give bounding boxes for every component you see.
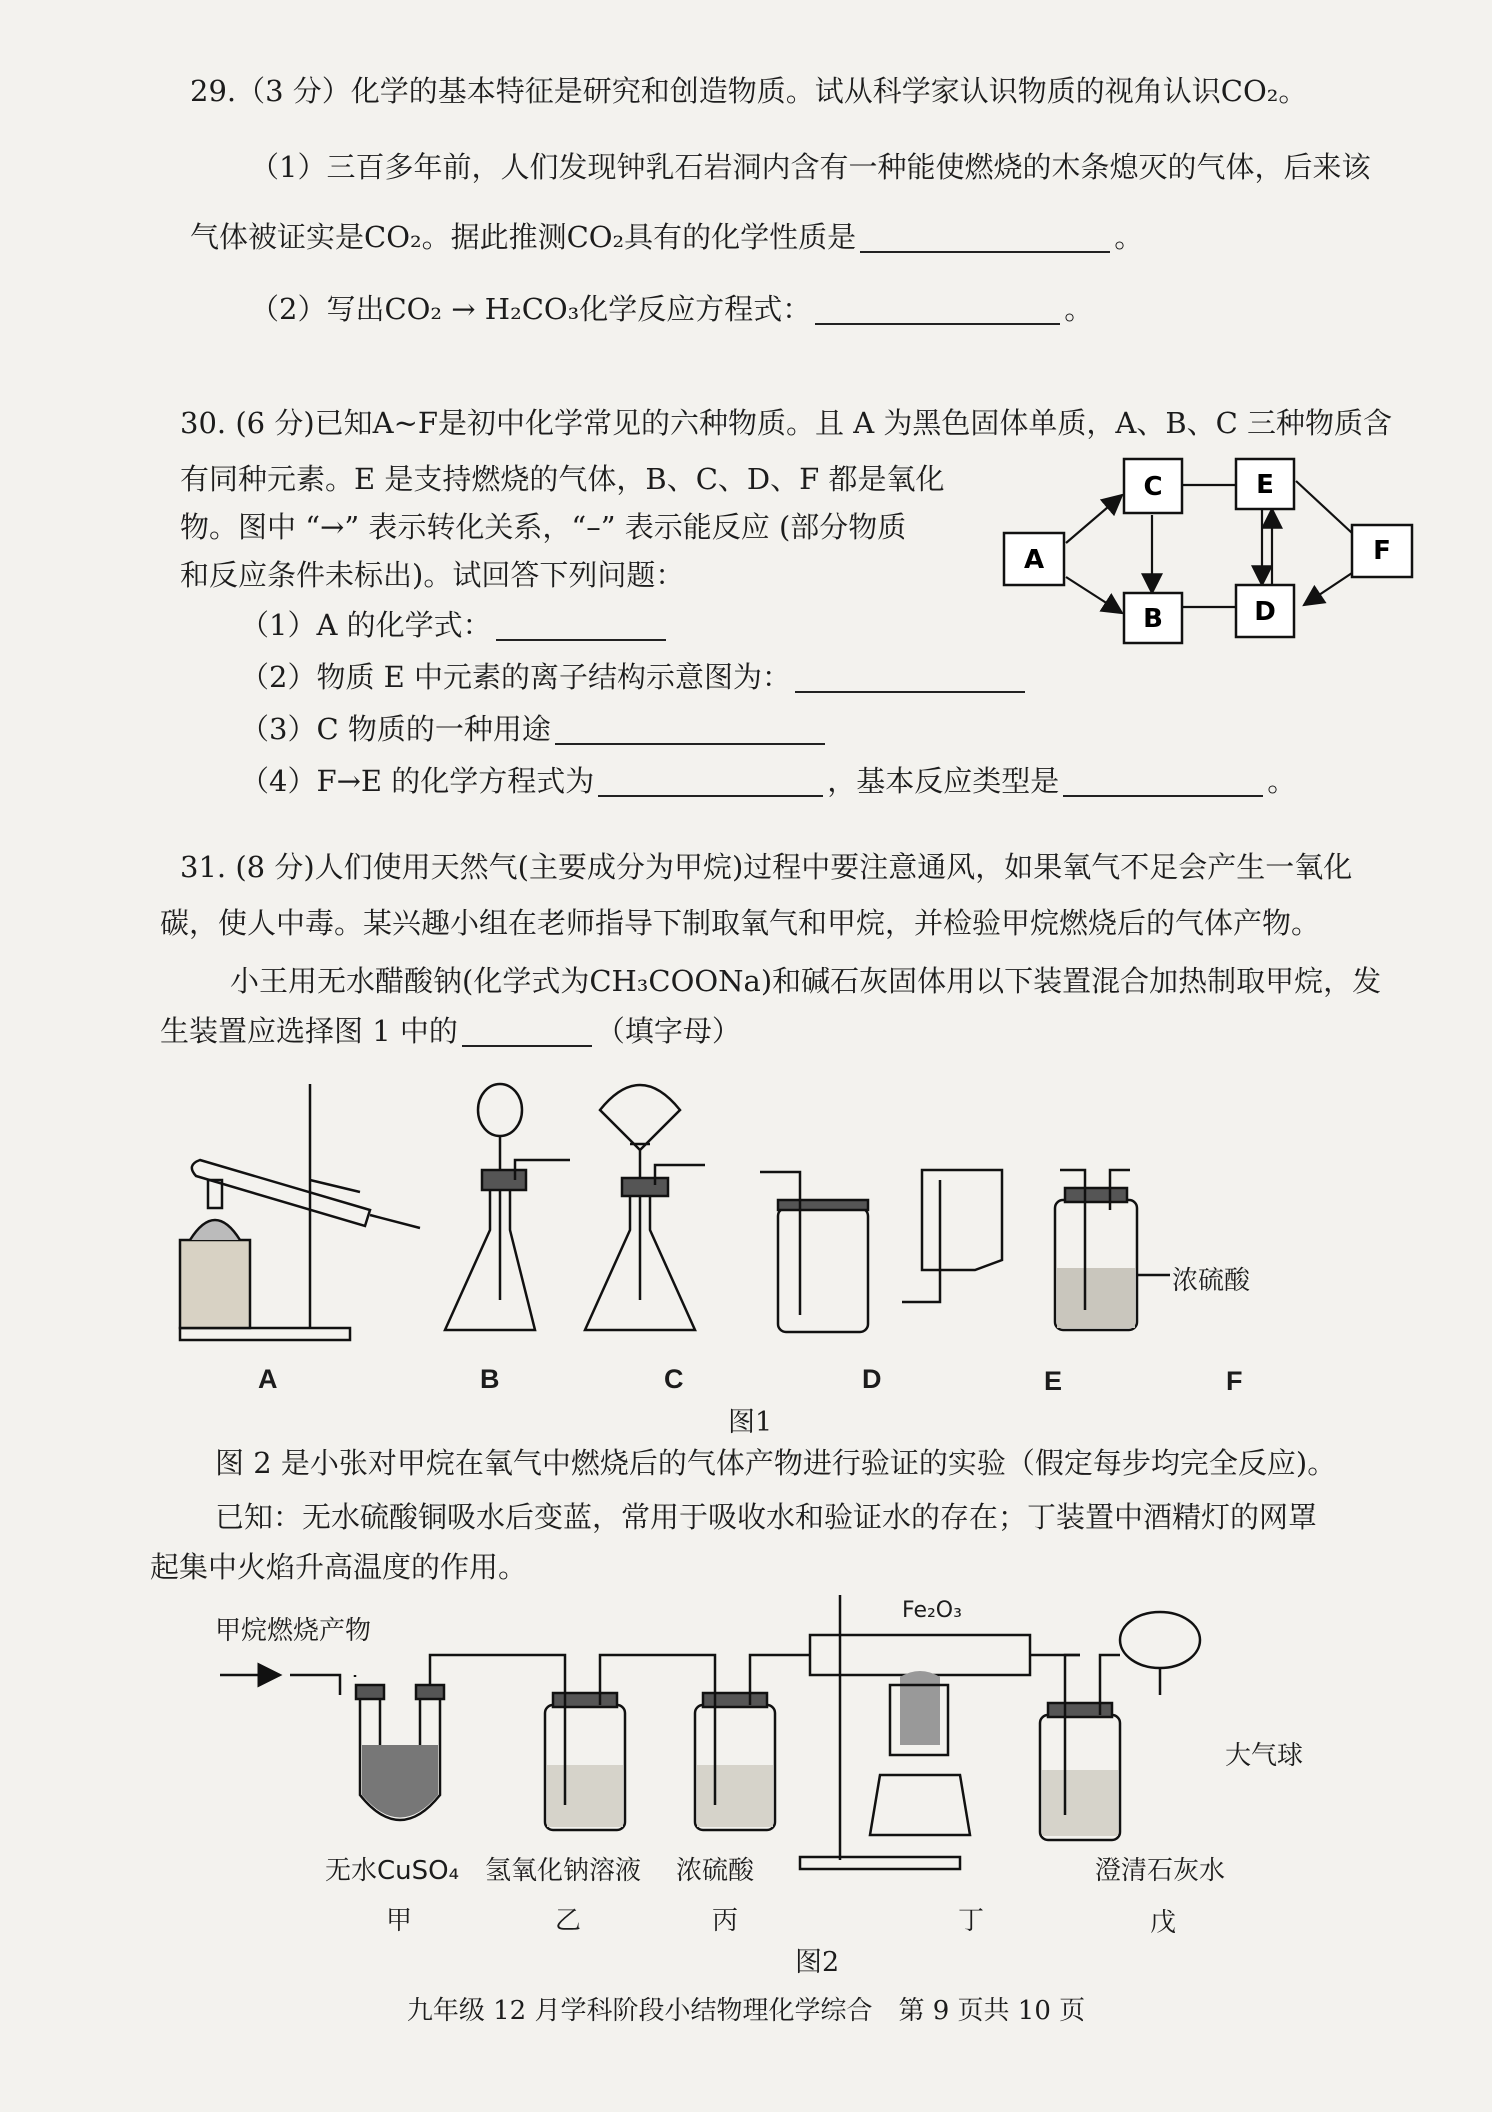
q30-sub4: （4）F→E 的化学方程式为 ，基本反应类型是 。 [240, 764, 1297, 798]
fig2-name-yi: 乙 [555, 1906, 582, 1936]
u-tube-jia [290, 1655, 520, 1820]
fig2-name-jia: 甲 [386, 1906, 413, 1936]
fig1-caption: 图1 [728, 1407, 773, 1438]
q30-line3: 物。图中 “→” 表示转化关系，“–” 表示能反应 (部分物质 [180, 510, 907, 544]
fig2-reagent-bing: 浓硫酸 [676, 1856, 755, 1886]
q29-stem: 29.（3 分）化学的基本特征是研究和创造物质。试从科学家认识物质的视角认识CO₂。 [190, 74, 1308, 108]
fig2-inlet-label: 甲烷燃烧产物 [215, 1616, 372, 1646]
node-d [1236, 585, 1294, 637]
fig2-name-bing: 丙 [712, 1906, 739, 1936]
q29-part2: （2）写出CO₂ → H₂CO₃化学反应方程式： 。 [250, 292, 1094, 326]
q29-answer-blank-1[interactable] [860, 223, 1110, 253]
q30-answer-blank-3[interactable] [555, 715, 825, 745]
svg-text:B: B [1143, 604, 1163, 634]
line-e-f [1296, 481, 1352, 533]
q30-sub1: （1）A 的化学式： [240, 606, 670, 644]
arrow-a-b [1066, 577, 1122, 613]
node-c [1124, 459, 1182, 513]
svg-text:A: A [1023, 545, 1045, 575]
fig1-letter-e: E [1044, 1366, 1063, 1396]
q31-para2: 图 2 是小张对甲烷在氧气中燃烧后的气体产物进行验证的实验（假定每步均完全反应)。 [215, 1446, 1337, 1480]
fig2-caption: 图2 [795, 1947, 840, 1978]
q29-part2-text: （2）写出CO₂ → H₂CO₃化学反应方程式： [250, 292, 812, 326]
balloon [1120, 1612, 1200, 1668]
bottle-yi [520, 1655, 670, 1830]
q30-answer-blank-5[interactable] [1063, 767, 1263, 797]
svg-text:D: D [1254, 597, 1276, 627]
arrow-f-d [1304, 573, 1352, 605]
q30-line2: 有同种元素。E 是支持燃烧的气体，B、C、D、F 都是氧化 [180, 462, 945, 496]
fig2-reagent-wu: 澄清石灰水 [1095, 1856, 1226, 1886]
q31-para4: 起集中火焰升高温度的作用。 [150, 1550, 528, 1584]
q30-answer-blank-2[interactable] [795, 663, 1025, 693]
fig1-f-reagent-label: 浓硫酸 [1172, 1266, 1251, 1296]
q31-line4: 生装置应选择图 1 中的 （填字母） [160, 1014, 741, 1048]
q31-line2: 碳，使人中毒。某兴趣小组在老师指导下制取氧气和甲烷，并检验甲烷燃烧后的气体产物。 [160, 906, 1321, 940]
q29-part1-text: 气体被证实是CO₂。据此推测CO₂具有的化学性质是 [190, 220, 857, 254]
node-e [1236, 459, 1294, 509]
apparatus-b [445, 1084, 570, 1330]
q31-line3: 小王用无水醋酸钠(化学式为CH₃COONa)和碱石灰固体用以下装置混合加热制取甲烷，发 [230, 964, 1382, 998]
fig2-name-ding: 丁 [958, 1906, 985, 1936]
q30-stem: 30. (6 分)已知A~F是初中化学常见的六种物质。且 A 为黑色固体单质，A、B、C 三种物质含 [180, 406, 1393, 440]
fig1-letter-c: C [664, 1364, 684, 1394]
fig2-name-wu: 戊 [1150, 1908, 1177, 1938]
apparatus-e [902, 1170, 1002, 1302]
q30-relation-diagram [1000, 455, 1420, 655]
combustion-tube-ding [800, 1595, 1080, 1869]
q30-line4: 和反应条件未标出)。试回答下列问题： [180, 558, 685, 592]
apparatus-c [585, 1085, 705, 1330]
q31-answer-blank-1[interactable] [462, 1017, 592, 1047]
bottle-bing [670, 1655, 810, 1830]
svg-text:F: F [1373, 536, 1391, 566]
svg-text:E: E [1256, 470, 1274, 500]
q30-answer-blank-1[interactable] [496, 611, 666, 641]
fig1-letter-a: A [258, 1364, 278, 1394]
node-a [1004, 533, 1064, 585]
q30-sub2: （2）物质 E 中元素的离子结构示意图为： [240, 658, 1029, 696]
q29-part1-line2: 气体被证实是CO₂。据此推测CO₂具有的化学性质是 。 [190, 220, 1144, 254]
arrow-a-c [1066, 495, 1122, 543]
apparatus-f [1055, 1170, 1170, 1330]
apparatus-d [760, 1172, 868, 1332]
fig1-letter-b: B [480, 1364, 500, 1394]
fig1-letter-d: D [862, 1364, 882, 1394]
svg-text:C: C [1143, 472, 1163, 502]
node-f [1352, 525, 1412, 577]
page-footer: 九年级 12 月学科阶段小结物理化学综合 第 9 页共 10 页 [406, 1996, 1086, 2026]
q30-answer-blank-4[interactable] [598, 767, 823, 797]
fig1-letter-f: F [1226, 1366, 1243, 1396]
node-b [1124, 593, 1182, 643]
fig2-reagent-yi: 氢氧化钠溶液 [485, 1856, 642, 1886]
q30-sub3: （3）C 物质的一种用途 [240, 710, 829, 748]
apparatus-a [180, 1084, 420, 1340]
figure-2-apparatus [200, 1595, 1350, 1880]
q31-para3: 已知：无水硫酸铜吸水后变蓝，常用于吸收水和验证水的存在；丁装置中酒精灯的网罩 [215, 1500, 1318, 1534]
figure-1-apparatus [160, 1070, 1420, 1370]
q29-part1-line1: （1）三百多年前，人们发现钟乳石岩洞内含有一种能使燃烧的木条熄灭的气体，后来该 [250, 150, 1371, 184]
q31-stem: 31. (8 分)人们使用天然气(主要成分为甲烷)过程中要注意通风，如果氧气不足会产生一氧化 [180, 850, 1353, 884]
bottle-wu [1040, 1655, 1120, 1840]
q29-answer-blank-2[interactable] [815, 295, 1060, 325]
fig2-reagent-jia: 无水CuSO₄ [325, 1856, 460, 1886]
fig2-balloon-label: 大气球 [1225, 1741, 1304, 1771]
fig2-fe2o3-label: Fe₂O₃ [902, 1598, 962, 1623]
